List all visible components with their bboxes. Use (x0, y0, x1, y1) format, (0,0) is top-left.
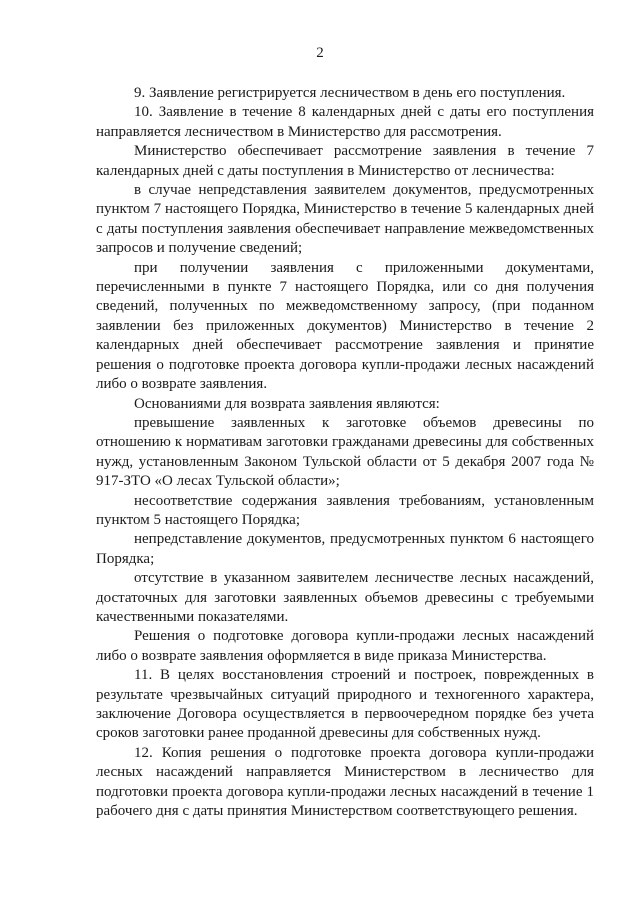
paragraph-missing-documents: в случае непредставления заявителем документов, предусмотренных пунктом 7 настоящего Порядка, Министерство в течение 5 календарных дней с даты поступления заявления обеспечивает направление межведомственных запросов и получение сведений; (96, 182, 594, 257)
paragraph-decision-form: Решения о подготовке договора купли-продажи лесных насаждений либо о возврате заявления оформляется в виде приказа Министерства. (96, 628, 594, 664)
paragraph-item-11: 11. В целях восстановления строений и построек, поврежденных в результате чрезвычайных ситуаций природного и техногенного характера, заключение Договора осуществляется в первоочередном порядке без учета сроков заготовки ранее проданной древесины для собственных нужд. (96, 667, 594, 742)
document-body (96, 84, 594, 821)
paragraph-item-10: 10. Заявление в течение 8 календарных дней с даты его поступления направляется лесничеством в Министерство для рассмотрения. (96, 104, 594, 140)
paragraph-ground-nonconformity: несоответствие содержания заявления требованиям, установленным пунктом 5 настоящего Порядка; (96, 492, 594, 528)
paragraph-ground-no-stands: отсутствие в указанном заявителем лесничестве лесных насаждений, достаточных для заготовки заявленных объемов древесины с требуемыми качественными показателями. (96, 570, 594, 625)
paragraph-return-grounds: Основаниями для возврата заявления являются: (134, 395, 440, 412)
page-number: 2 (316, 45, 324, 61)
paragraph-ground-excess-volume: превышение заявленных к заготовке объемов древесины по отношению к нормативам заготовки гражданами древесины для собственных нужд, установленным Законом Тульской области от 5 декабря 2007 года № 917-ЗТО «О лесах Тульской области»; (96, 414, 594, 490)
paragraph-ministry-review: Министерство обеспечивает рассмотрение заявления в течение 7 календарных дней с даты поступления в Министерство от лесничества: (96, 143, 594, 179)
paragraph-ground-no-documents: непредставление документов, предусмотренных пунктом 6 настоящего Порядка; (96, 531, 594, 567)
paragraph-item-12: 12. Копия решения о подготовке проекта договора купли-продажи лесных насаждений направляется Министерством в лесничество для подготовки проекта договора купли-продажи лесных насаждений в течение 1 рабочего дня с даты принятия Министерством соответствующего решения. (96, 744, 594, 820)
paragraph-with-documents: при получении заявления с приложенными документами, перечисленными в пункте 7 настоящего Порядка, или со дня получения сведений, полученных по межведомственному запросу, (при поданном заявлении без приложенных документов) Министерство в течение 2 календарных дней обеспечивает рассмотрение заявления и принятие решения о подготовке проекта договора купли-продажи лесных насаждений либо о возврате заявления. (96, 259, 594, 393)
paragraph-item-9: 9. Заявление регистрируется лесничеством в день его поступления. (134, 85, 566, 101)
